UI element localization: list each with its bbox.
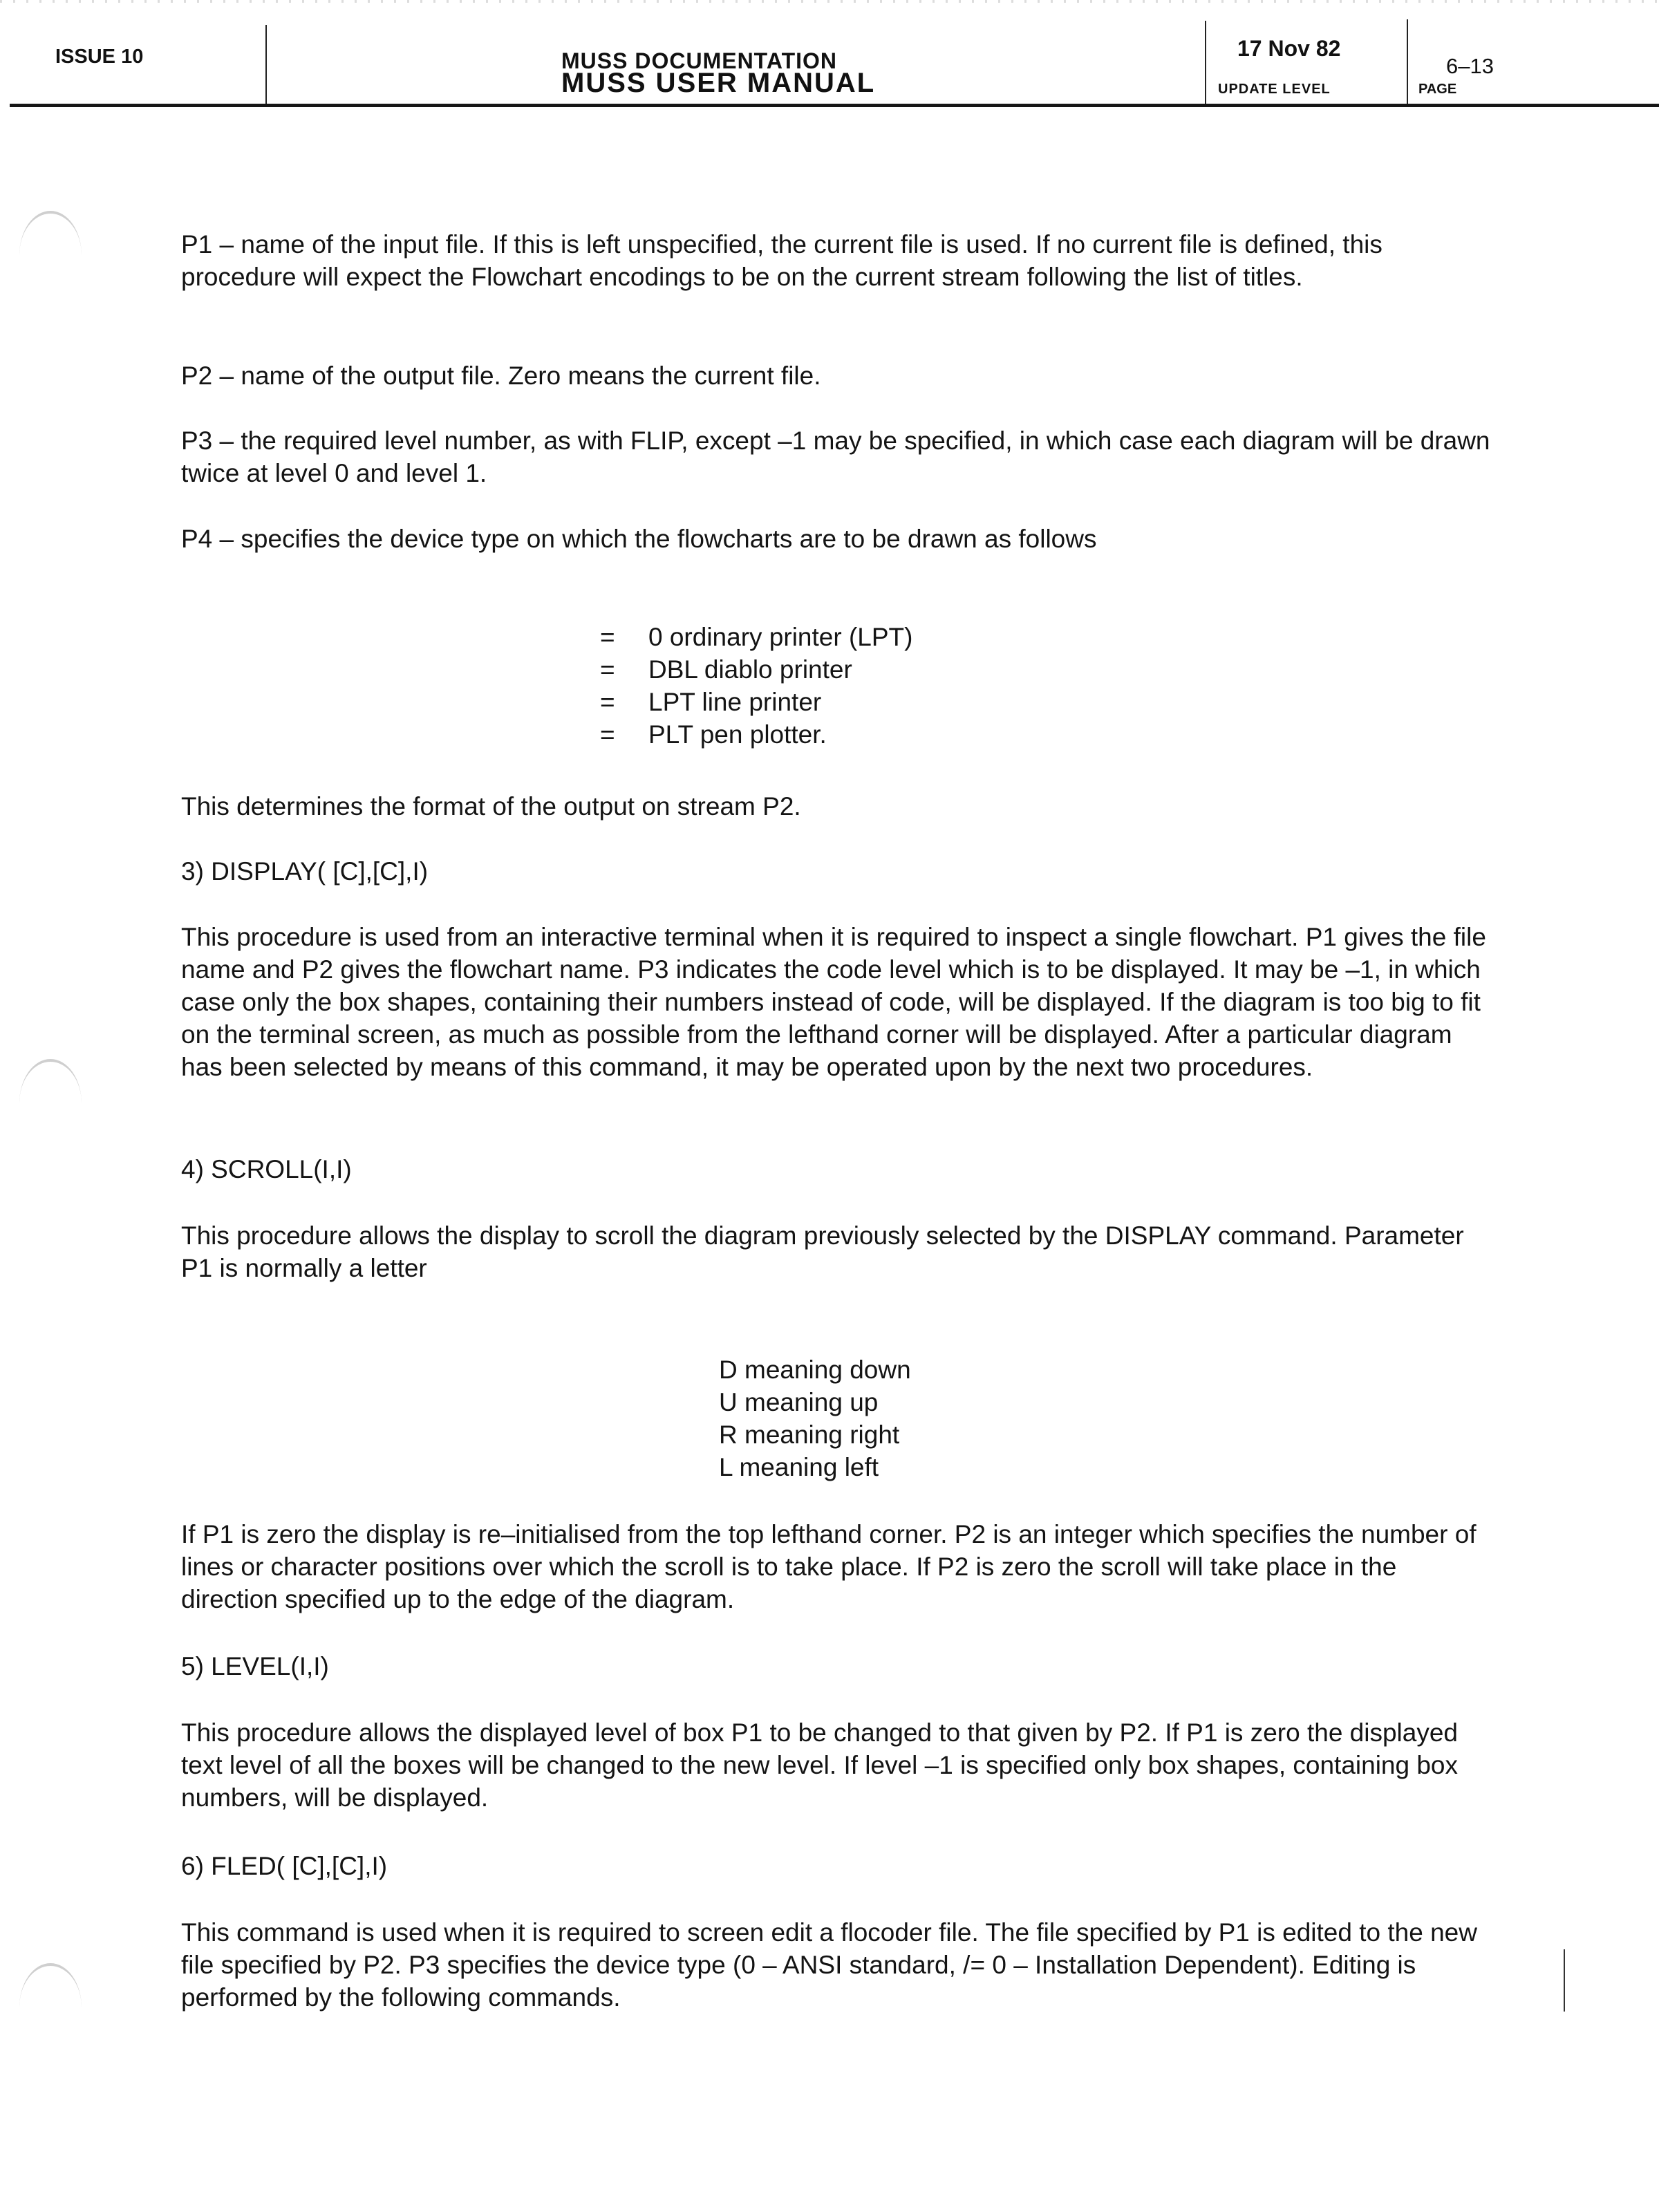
binder-hole-mark bbox=[19, 1059, 82, 1103]
param-p3: P3 – the required level number, as with FLIP, except –1 may be specified, in which case each diagram will be drawn twice at level 0 and level 1. bbox=[181, 427, 1490, 487]
scroll-direction-item: D meaning down bbox=[719, 1356, 911, 1384]
scroll-direction-item: U meaning up bbox=[719, 1388, 879, 1416]
change-bar bbox=[1564, 1949, 1565, 2012]
section-heading-fled: 6) FLED( [C],[C],I) bbox=[181, 1852, 388, 1880]
device-type-list bbox=[600, 621, 912, 751]
scroll-direction-item: R meaning right bbox=[719, 1421, 900, 1449]
binder-hole-mark bbox=[19, 211, 82, 255]
format-note: This determines the format of the output on stream P2. bbox=[181, 792, 801, 821]
param-p4: P4 – specifies the device type on which the flowcharts are to be drawn as follows bbox=[181, 525, 1097, 553]
scan-noise bbox=[0, 0, 1659, 3]
update-date: 17 Nov 82 bbox=[1237, 36, 1341, 61]
section-heading-level: 5) LEVEL(I,I) bbox=[181, 1652, 329, 1680]
display-description: This procedure is used from an interactive terminal when it is required to inspect a single flowchart. P1 gives the file name and P2 gives the flowchart name. P3 indicates the code level which is to be displayed. It may be –1, in which case only the box shapes, containing their numbers instead of code, will be displayed. If the diagram is too big to fit on the terminal screen, as much as possible from the lefthand corner will be displayed. After a particular diagram has been selected by means of this command, it may be operated upon by the next two procedures. bbox=[181, 923, 1486, 1081]
device-type-item: = 0 ordinary printer (LPT) bbox=[600, 623, 913, 651]
device-type-item: = PLT pen plotter. bbox=[600, 720, 827, 749]
doc-series: MUSS DOCUMENTATION bbox=[561, 48, 838, 73]
header-rule bbox=[10, 104, 1659, 107]
binder-hole-mark bbox=[19, 1963, 82, 2007]
device-type-item: = DBL diablo printer bbox=[600, 655, 852, 684]
section-heading-display: 3) DISPLAY( [C],[C],I) bbox=[181, 857, 429, 885]
page-number: 6–13 bbox=[1446, 54, 1494, 78]
issue-label: ISSUE 10 bbox=[55, 46, 144, 68]
section-heading-scroll: 4) SCROLL(I,I) bbox=[181, 1155, 352, 1183]
header-divider bbox=[1407, 19, 1408, 105]
doc-title: MUSS USER MANUAL bbox=[561, 68, 876, 98]
device-type-item: = LPT line printer bbox=[600, 688, 822, 716]
param-p1: P1 – name of the input file. If this is left unspecified, the current file is used. If no current file is defined, this procedure will expect the Flowchart encodings to be on the current stream following the list of titles. bbox=[181, 230, 1382, 291]
scroll-direction-item: L meaning left bbox=[719, 1453, 879, 1481]
fled-description: This command is used when it is required to screen edit a flocoder file. The file specified by P1 is edited to the new file specified by P2. P3 specifies the device type (0 – ANSI standard, /= 0 – Installation Dependent). Editing is performed by the following commands. bbox=[181, 1918, 1477, 2012]
level-description: This procedure allows the displayed level of box P1 to be changed to that given by P2. If P1 is zero the displayed text level of all the boxes will be changed to the new level. If level –1 is specified only box shapes, containing box numbers, will be displayed. bbox=[181, 1718, 1459, 1812]
update-level-label: UPDATE LEVEL bbox=[1218, 82, 1331, 97]
scroll-direction-list bbox=[719, 1353, 911, 1483]
page-label: PAGE bbox=[1418, 82, 1457, 97]
scroll-description: This procedure allows the display to scroll the diagram previously selected by the DISPLAY command. Parameter P1 is normally a letter bbox=[181, 1221, 1464, 1282]
header-divider bbox=[265, 25, 267, 105]
param-p2: P2 – name of the output file. Zero means the current file. bbox=[181, 362, 821, 390]
header-divider bbox=[1205, 21, 1206, 105]
scroll-note: If P1 is zero the display is re–initialised from the top lefthand corner. P2 is an integer which specifies the number of lines or character positions over which the scroll is to take place. If P2 is zero the scroll will take place in the direction specified up to the edge of the diagram. bbox=[181, 1520, 1477, 1613]
